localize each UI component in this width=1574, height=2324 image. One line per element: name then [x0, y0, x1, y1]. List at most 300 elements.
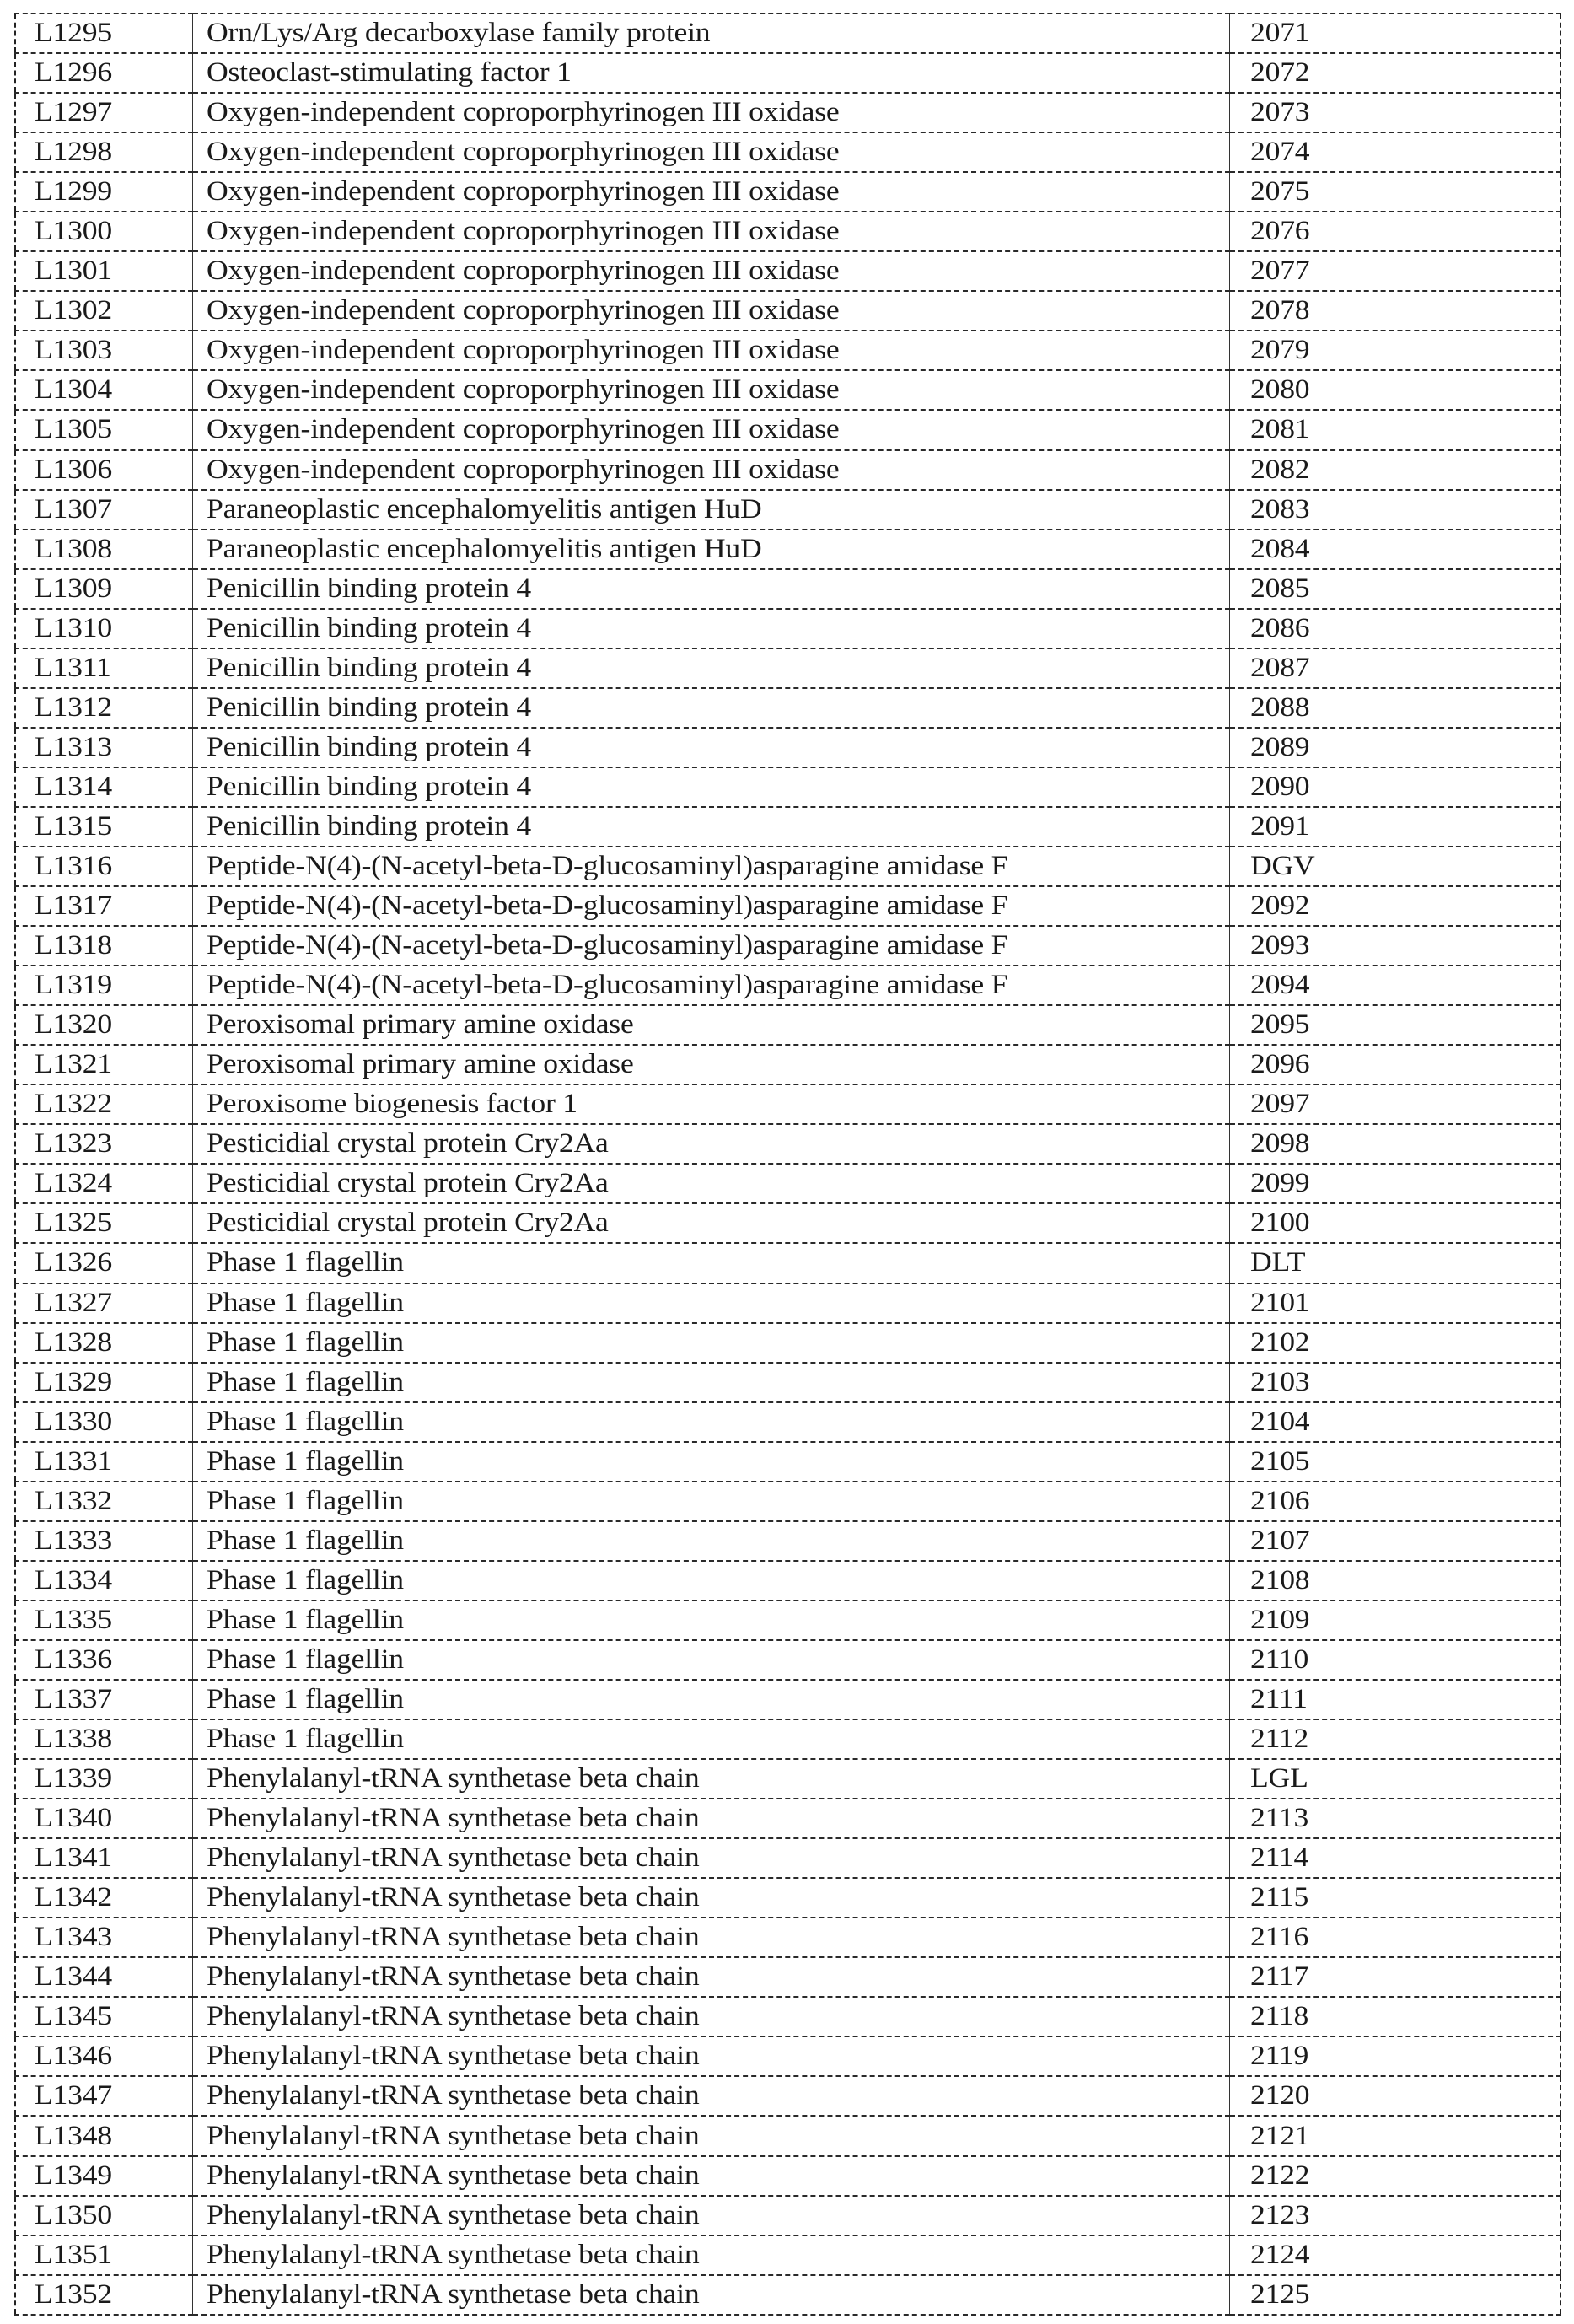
sequence-id-cell-text: 2078: [1249, 295, 1309, 326]
sequence-id-cell-text: 2096: [1249, 1049, 1309, 1080]
sequence-id-cell: [1229, 1997, 1561, 2036]
description-cell: [192, 1759, 1229, 1799]
table-row: [15, 251, 1561, 291]
row-id-cell: [15, 1323, 192, 1363]
row-id-cell-text: L1308: [35, 533, 112, 564]
table-row: [15, 609, 1561, 648]
sequence-id-cell-text: 2102: [1249, 1326, 1309, 1358]
sequence-id-cell-text: 2103: [1249, 1366, 1309, 1397]
description-cell-text: Phenylalanyl-tRNA synthetase beta chain: [206, 2278, 699, 2310]
row-id-cell: [15, 926, 192, 966]
row-id-cell-text: L1330: [35, 1406, 112, 1437]
sequence-id-cell-text: 2076: [1249, 216, 1309, 247]
row-id-cell: [15, 1283, 192, 1323]
sequence-id-cell-text: 2113: [1249, 1803, 1308, 1834]
description-cell: [192, 450, 1229, 490]
row-id-cell-text: L1350: [35, 2199, 112, 2230]
sequence-id-cell-text: 2079: [1249, 335, 1309, 366]
description-cell-text: Phenylalanyl-tRNA synthetase beta chain: [206, 1922, 699, 1953]
sequence-id-cell-text: 2093: [1249, 930, 1309, 961]
table-row: [15, 1363, 1561, 1402]
row-id-cell: [15, 728, 192, 767]
table-row: [15, 1045, 1561, 1084]
sequence-id-cell: [1229, 1482, 1561, 1521]
row-id-cell: [15, 847, 192, 886]
table-row: [15, 1878, 1561, 1918]
sequence-id-cell: [1229, 1918, 1561, 1957]
sequence-id-cell: [1229, 1045, 1561, 1084]
description-cell: [192, 767, 1229, 807]
row-id-cell: [15, 291, 192, 331]
description-cell: [192, 331, 1229, 370]
sequence-id-cell: [1229, 609, 1561, 648]
row-id-cell-text: L1321: [35, 1049, 112, 1080]
description-cell: [192, 1799, 1229, 1838]
row-id-cell: [15, 1878, 192, 1918]
description-cell: [192, 926, 1229, 966]
description-cell-text: Phenylalanyl-tRNA synthetase beta chain: [206, 1843, 699, 1874]
sequence-id-cell-text: 2118: [1249, 2001, 1308, 2032]
table-row: [15, 926, 1561, 966]
row-id-cell: [15, 2076, 192, 2116]
table-row: [15, 688, 1561, 728]
description-cell-text: Peroxisomal primary amine oxidase: [206, 1009, 634, 1041]
table-row: [15, 807, 1561, 847]
description-cell: [192, 2196, 1229, 2235]
sequence-id-cell: [1229, 212, 1561, 251]
row-id-cell: [15, 1680, 192, 1719]
description-cell-text: Oxygen-independent coproporphyrinogen III oxidase: [206, 137, 839, 168]
description-cell: [192, 410, 1229, 449]
row-id-cell: [15, 1203, 192, 1243]
sequence-id-cell: [1229, 1442, 1561, 1482]
description-cell-text: Penicillin binding protein 4: [206, 691, 531, 723]
description-cell: [192, 2156, 1229, 2196]
description-cell-text: Phenylalanyl-tRNA synthetase beta chain: [206, 2199, 699, 2230]
sequence-id-cell: [1229, 410, 1561, 449]
description-cell: [192, 2036, 1229, 2076]
sequence-id-cell: [1229, 370, 1561, 410]
row-id-cell-text: L1295: [35, 18, 112, 49]
sequence-id-cell-text: LGL: [1249, 1763, 1308, 1794]
sequence-id-cell: [1229, 1084, 1561, 1124]
sequence-id-cell: [1229, 1799, 1561, 1838]
row-id-cell-text: L1310: [35, 612, 112, 643]
sequence-id-cell-text: 2071: [1249, 18, 1309, 49]
table-row: [15, 1243, 1561, 1283]
row-id-cell: [15, 1164, 192, 1203]
sequence-id-cell: [1229, 886, 1561, 926]
table-row: [15, 410, 1561, 449]
sequence-id-cell-text: 2110: [1249, 1643, 1308, 1675]
sequence-id-cell: [1229, 1521, 1561, 1561]
sequence-id-cell: [1229, 926, 1561, 966]
row-id-cell: [15, 2196, 192, 2235]
row-id-cell: [15, 2275, 192, 2315]
row-id-cell: [15, 688, 192, 728]
description-cell-text: Penicillin binding protein 4: [206, 810, 531, 842]
table-row: [15, 2076, 1561, 2116]
table-row: [15, 728, 1561, 767]
sequence-id-cell: [1229, 1759, 1561, 1799]
sequence-id-cell-text: 2087: [1249, 652, 1309, 683]
description-cell-text: Peptide-N(4)-(N-acetyl-beta-D-glucosaminyl)asparagine amidase F: [206, 851, 1007, 881]
row-id-cell: [15, 1521, 192, 1561]
sequence-id-cell: [1229, 2196, 1561, 2235]
description-cell: [192, 1164, 1229, 1203]
sequence-id-cell-text: 2094: [1249, 970, 1309, 1001]
sequence-id-cell-text: 2075: [1249, 176, 1309, 207]
description-cell: [192, 1442, 1229, 1482]
row-id-cell: [15, 1918, 192, 1957]
description-cell-text: Oxygen-independent coproporphyrinogen III oxidase: [206, 374, 839, 406]
row-id-cell-text: L1326: [35, 1247, 112, 1278]
description-cell: [192, 1918, 1229, 1957]
table-row: [15, 490, 1561, 530]
sequence-id-cell: [1229, 1243, 1561, 1283]
table-row: [15, 1164, 1561, 1203]
sequence-id-cell-text: 2081: [1249, 414, 1309, 445]
row-id-cell-text: L1304: [35, 374, 112, 406]
row-id-cell: [15, 1561, 192, 1600]
row-id-cell-text: L1352: [35, 2278, 112, 2310]
description-cell-text: Phenylalanyl-tRNA synthetase beta chain: [206, 2120, 699, 2151]
description-cell-text: Oxygen-independent coproporphyrinogen III oxidase: [206, 176, 839, 207]
sequence-id-cell-text: 2101: [1249, 1287, 1309, 1318]
description-cell-text: Pesticidial crystal protein Cry2Aa: [206, 1128, 609, 1159]
row-id-cell: [15, 450, 192, 490]
row-id-cell: [15, 1997, 192, 2036]
table-row: [15, 53, 1561, 93]
row-id-cell: [15, 1243, 192, 1283]
description-cell: [192, 648, 1229, 688]
sequence-id-cell: [1229, 807, 1561, 847]
sequence-id-cell-text: 2086: [1249, 612, 1309, 643]
description-cell-text: Peroxisome biogenesis factor 1: [206, 1089, 577, 1120]
table-row: [15, 886, 1561, 926]
sequence-id-cell: [1229, 1283, 1561, 1323]
table-row: [15, 648, 1561, 688]
description-cell: [192, 1680, 1229, 1719]
row-id-cell: [15, 410, 192, 449]
row-id-cell: [15, 1957, 192, 1997]
sequence-id-cell: [1229, 728, 1561, 767]
row-id-cell-text: L1297: [35, 97, 112, 128]
table-row: [15, 2036, 1561, 2076]
row-id-cell-text: L1305: [35, 414, 112, 445]
description-cell: [192, 1561, 1229, 1600]
description-cell-text: Phase 1 flagellin: [206, 1326, 404, 1358]
description-cell: [192, 1203, 1229, 1243]
row-id-cell-text: L1315: [35, 810, 112, 842]
sequence-id-cell-text: 2085: [1249, 573, 1309, 604]
row-id-cell-text: L1328: [35, 1326, 112, 1358]
row-id-cell: [15, 767, 192, 807]
row-id-cell: [15, 490, 192, 530]
table-row: [15, 291, 1561, 331]
row-id-cell-text: L1331: [35, 1445, 112, 1477]
sequence-id-cell: [1229, 2235, 1561, 2275]
description-cell-text: Phenylalanyl-tRNA synthetase beta chain: [206, 2041, 699, 2072]
row-id-cell-text: L1324: [35, 1168, 112, 1199]
row-id-cell: [15, 370, 192, 410]
row-id-cell-text: L1343: [35, 1922, 112, 1953]
sequence-id-cell-text: 2112: [1249, 1724, 1308, 1755]
row-id-cell-text: L1322: [35, 1089, 112, 1120]
sequence-id-cell-text: 2109: [1249, 1604, 1309, 1635]
row-id-cell-text: L1319: [35, 970, 112, 1001]
sequence-id-cell-text: 2111: [1249, 1683, 1308, 1714]
description-cell: [192, 886, 1229, 926]
row-id-cell: [15, 251, 192, 291]
row-id-cell-text: L1311: [35, 652, 111, 683]
table-row: [15, 1561, 1561, 1600]
row-id-cell-text: L1307: [35, 493, 112, 525]
row-id-cell: [15, 1005, 192, 1045]
description-cell-text: Phase 1 flagellin: [206, 1366, 404, 1397]
row-id-cell: [15, 331, 192, 370]
sequence-id-cell: [1229, 1957, 1561, 1997]
description-cell: [192, 1997, 1229, 2036]
description-cell-text: Osteoclast-stimulating factor 1: [206, 57, 572, 89]
row-id-cell-text: L1342: [35, 1882, 112, 1913]
sequence-id-cell: [1229, 966, 1561, 1005]
row-id-cell-text: L1312: [35, 691, 112, 723]
sequence-id-cell: [1229, 767, 1561, 807]
row-id-cell-text: L1347: [35, 2080, 112, 2112]
row-id-cell-text: L1344: [35, 1961, 112, 1993]
description-cell: [192, 490, 1229, 530]
table-row: [15, 1918, 1561, 1957]
description-cell: [192, 1283, 1229, 1323]
sequence-id-cell-text: 2123: [1249, 2199, 1309, 2230]
row-id-cell-text: L1351: [35, 2239, 112, 2270]
sequence-id-cell: [1229, 2076, 1561, 2116]
row-id-cell-text: L1325: [35, 1208, 112, 1239]
row-id-cell-text: L1345: [35, 2001, 112, 2032]
sequence-id-cell: [1229, 688, 1561, 728]
row-id-cell: [15, 886, 192, 926]
row-id-cell: [15, 132, 192, 172]
table-row: [15, 1600, 1561, 1640]
row-id-cell-text: L1317: [35, 890, 112, 922]
sequence-id-cell-text: 2117: [1249, 1961, 1308, 1993]
sequence-id-cell: [1229, 2156, 1561, 2196]
row-id-cell: [15, 1759, 192, 1799]
description-cell-text: Phase 1 flagellin: [206, 1604, 404, 1635]
sequence-id-cell: [1229, 1640, 1561, 1680]
sequence-id-cell-text: 2121: [1249, 2120, 1309, 2151]
table-row: [15, 13, 1561, 53]
description-cell-text: Phenylalanyl-tRNA synthetase beta chain: [206, 1882, 699, 1913]
row-id-cell-text: L1301: [35, 256, 112, 287]
description-cell-text: Phase 1 flagellin: [206, 1724, 404, 1755]
description-cell-text: Oxygen-independent coproporphyrinogen III oxidase: [206, 414, 839, 445]
row-id-cell-text: L1299: [35, 176, 112, 207]
description-cell-text: Phase 1 flagellin: [206, 1247, 404, 1278]
sequence-id-cell-text: 2108: [1249, 1564, 1309, 1595]
sequence-id-cell-text: 2114: [1249, 1843, 1308, 1874]
table-row: [15, 212, 1561, 251]
description-cell: [192, 172, 1229, 212]
row-id-cell-text: L1313: [35, 731, 112, 762]
description-cell-text: Phenylalanyl-tRNA synthetase beta chain: [206, 2160, 699, 2191]
row-id-cell: [15, 1719, 192, 1759]
sequence-id-cell-text: 2083: [1249, 493, 1309, 525]
description-cell: [192, 569, 1229, 609]
description-cell-text: Pesticidial crystal protein Cry2Aa: [206, 1208, 609, 1239]
sequence-id-cell-text: 2077: [1249, 256, 1309, 287]
row-id-cell: [15, 1084, 192, 1124]
table-row: [15, 331, 1561, 370]
table-row: [15, 2235, 1561, 2275]
row-id-cell: [15, 1838, 192, 1878]
description-cell-text: Penicillin binding protein 4: [206, 612, 531, 643]
sequence-id-cell: [1229, 1323, 1561, 1363]
sequence-id-cell-text: 2091: [1249, 810, 1309, 842]
description-cell-text: Peptide-N(4)-(N-acetyl-beta-D-glucosaminyl)asparagine amidase F: [206, 970, 1007, 1001]
description-cell-text: Peroxisomal primary amine oxidase: [206, 1049, 634, 1080]
sequence-id-cell: [1229, 490, 1561, 530]
sequence-id-cell-text: 2100: [1249, 1208, 1309, 1239]
sequence-id-cell-text: 2089: [1249, 731, 1309, 762]
description-cell: [192, 2275, 1229, 2315]
description-cell: [192, 688, 1229, 728]
table-row: [15, 530, 1561, 569]
sequence-id-cell: [1229, 2116, 1561, 2155]
sequence-id-cell: [1229, 1680, 1561, 1719]
table-row: [15, 1283, 1561, 1323]
sequence-id-cell: [1229, 53, 1561, 93]
table-row: [15, 172, 1561, 212]
description-cell: [192, 132, 1229, 172]
description-cell-text: Phenylalanyl-tRNA synthetase beta chain: [206, 1803, 699, 1834]
description-cell-text: Oxygen-independent coproporphyrinogen III oxidase: [206, 97, 839, 128]
row-id-cell: [15, 2116, 192, 2155]
sequence-id-cell-text: 2099: [1249, 1168, 1309, 1199]
row-id-cell: [15, 1363, 192, 1402]
table-row: [15, 1680, 1561, 1719]
description-cell-text: Phenylalanyl-tRNA synthetase beta chain: [206, 2080, 699, 2112]
row-id-cell-text: L1316: [35, 851, 112, 881]
sequence-id-cell: [1229, 648, 1561, 688]
table-row: [15, 1521, 1561, 1561]
row-id-cell-text: L1346: [35, 2041, 112, 2072]
table-row: [15, 93, 1561, 132]
sequence-id-cell-text: 2084: [1249, 533, 1309, 564]
table-row: [15, 1323, 1561, 1363]
row-id-cell-text: L1341: [35, 1843, 112, 1874]
sequence-id-cell: [1229, 530, 1561, 569]
sequence-id-cell-text: 2106: [1249, 1485, 1309, 1516]
table-row: [15, 1997, 1561, 2036]
row-id-cell-text: L1327: [35, 1287, 112, 1318]
description-cell: [192, 1084, 1229, 1124]
sequence-id-cell-text: 2122: [1249, 2160, 1309, 2191]
description-cell: [192, 530, 1229, 569]
row-id-cell-text: L1349: [35, 2160, 112, 2191]
description-cell-text: Phase 1 flagellin: [206, 1406, 404, 1437]
sequence-id-cell-text: 2098: [1249, 1128, 1309, 1159]
table-row: [15, 2196, 1561, 2235]
description-cell: [192, 212, 1229, 251]
description-cell-text: Oxygen-independent coproporphyrinogen III oxidase: [206, 256, 839, 287]
sequence-id-cell: [1229, 13, 1561, 53]
description-cell: [192, 1600, 1229, 1640]
description-cell-text: Phase 1 flagellin: [206, 1564, 404, 1595]
row-id-cell: [15, 1600, 192, 1640]
description-cell: [192, 93, 1229, 132]
table-row: [15, 370, 1561, 410]
description-cell: [192, 13, 1229, 53]
description-cell: [192, 2076, 1229, 2116]
sequence-id-cell: [1229, 1164, 1561, 1203]
sequence-id-cell: [1229, 1561, 1561, 1600]
row-id-cell: [15, 1442, 192, 1482]
table-row: [15, 1838, 1561, 1878]
row-id-cell: [15, 609, 192, 648]
description-cell: [192, 1482, 1229, 1521]
sequence-id-cell-text: 2082: [1249, 454, 1309, 485]
description-cell: [192, 728, 1229, 767]
row-id-cell: [15, 807, 192, 847]
row-id-cell-text: L1338: [35, 1724, 112, 1755]
row-id-cell-text: L1335: [35, 1604, 112, 1635]
description-cell-text: Phenylalanyl-tRNA synthetase beta chain: [206, 2239, 699, 2270]
sequence-id-cell-text: 2107: [1249, 1525, 1309, 1556]
description-cell: [192, 1640, 1229, 1680]
table-row: [15, 450, 1561, 490]
description-cell: [192, 1838, 1229, 1878]
table-row: [15, 1759, 1561, 1799]
row-id-cell: [15, 530, 192, 569]
description-cell: [192, 807, 1229, 847]
description-cell: [192, 291, 1229, 331]
sequence-id-cell-text: 2080: [1249, 374, 1309, 406]
row-id-cell-text: L1336: [35, 1643, 112, 1675]
table-row: [15, 1482, 1561, 1521]
description-cell: [192, 1005, 1229, 1045]
table-row: [15, 1957, 1561, 1997]
description-cell-text: Oxygen-independent coproporphyrinogen III oxidase: [206, 335, 839, 366]
sequence-id-cell: [1229, 1005, 1561, 1045]
row-id-cell: [15, 1402, 192, 1442]
row-id-cell: [15, 53, 192, 93]
sequence-id-cell-text: DLT: [1249, 1247, 1305, 1278]
description-cell-text: Penicillin binding protein 4: [206, 771, 531, 802]
row-id-cell-text: L1303: [35, 335, 112, 366]
sequence-id-cell-text: 2120: [1249, 2080, 1309, 2112]
row-id-cell: [15, 13, 192, 53]
row-id-cell: [15, 212, 192, 251]
sequence-id-cell: [1229, 1402, 1561, 1442]
table-row: [15, 2156, 1561, 2196]
row-id-cell: [15, 1045, 192, 1084]
description-cell-text: Phenylalanyl-tRNA synthetase beta chain: [206, 1763, 699, 1794]
description-cell: [192, 1363, 1229, 1402]
sequence-id-cell: [1229, 331, 1561, 370]
sequence-id-cell-text: DGV: [1249, 851, 1315, 881]
description-cell: [192, 1243, 1229, 1283]
row-id-cell: [15, 1124, 192, 1164]
row-id-cell-text: L1306: [35, 454, 112, 485]
row-id-cell: [15, 2235, 192, 2275]
row-id-cell: [15, 93, 192, 132]
sequence-id-cell-text: 2115: [1249, 1882, 1308, 1913]
table-row: [15, 132, 1561, 172]
row-id-cell-text: L1309: [35, 573, 112, 604]
description-cell-text: Paraneoplastic encephalomyelitis antigen HuD: [206, 533, 762, 564]
